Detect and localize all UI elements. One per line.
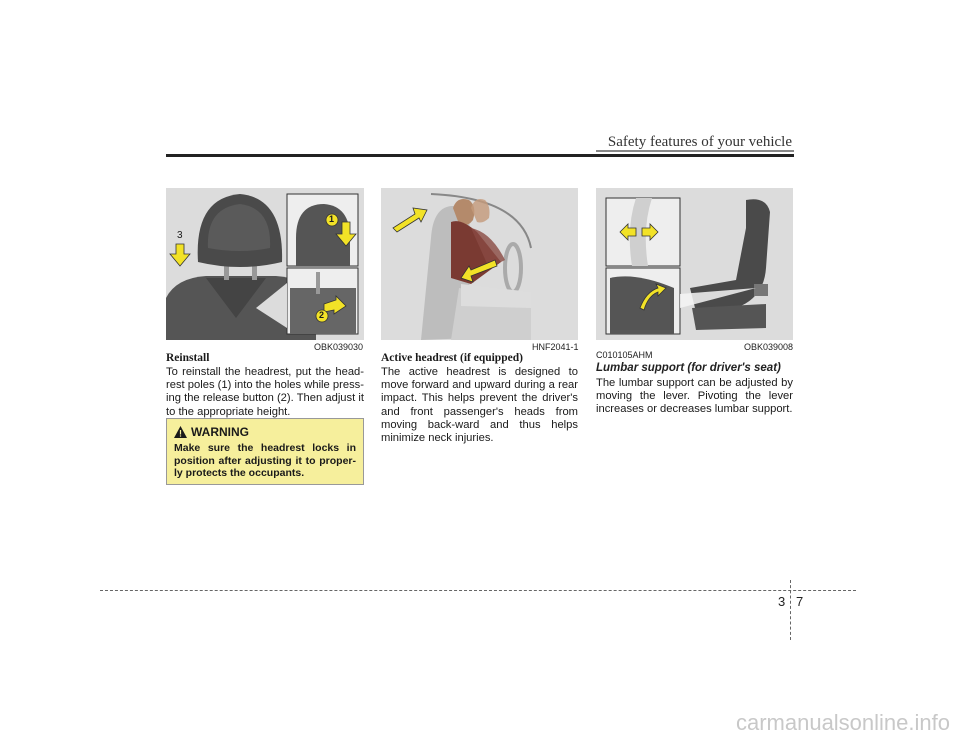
warning-text: Make sure the headrest locks in position after adjusting it to proper-ly protects the occupants. [174,442,356,479]
active-headrest-heading: Active headrest (if equipped) [381,352,523,364]
page-number: 7 [796,594,804,609]
callout-1: 1 [329,214,335,224]
warning-title: WARNING [191,425,249,439]
lumbar-support-body: The lumbar support can be adjusted by moving the lever. Pivoting the lever increases or decreases lumbar support. [596,377,793,416]
warning-triangle-icon [174,426,187,438]
callout-2: 2 [319,310,325,320]
reference-code: C010105AHM [596,350,653,360]
lumbar-support-figure [596,188,793,340]
footer-rule [100,590,856,591]
lumbar-support-heading: Lumbar support (for driver's seat) [596,362,781,374]
figure-code: OBK039008 [744,342,794,352]
figure-code: HNF2041-1 [532,342,579,352]
reinstall-body: To reinstall the headrest, put the head-rest poles (1) into the holes while press-ing the release button (2). Then adjust it to the appropriate height. [166,366,364,418]
footer-divider [790,580,791,640]
headrest-figure [166,188,364,340]
reinstall-heading: Reinstall [166,352,210,364]
figure-code: OBK039030 [314,342,364,352]
header-rule-accent [596,150,794,152]
callout-3: 3 [177,230,183,241]
watermark: carmanualsonline.info [735,710,950,735]
header-rule [166,154,794,157]
warning-box [166,418,364,485]
warning-header [174,425,356,439]
section-title: Safety features of your vehicle [607,134,792,150]
chapter-number: 3 [778,594,786,609]
active-headrest-figure [381,188,578,340]
active-headrest-body: The active headrest is designed to move forward and upward during a rear impact. This helps prevent the driver's and front passenger's heads from moving back-ward and thus helps minimize neck injuries. [381,366,578,445]
